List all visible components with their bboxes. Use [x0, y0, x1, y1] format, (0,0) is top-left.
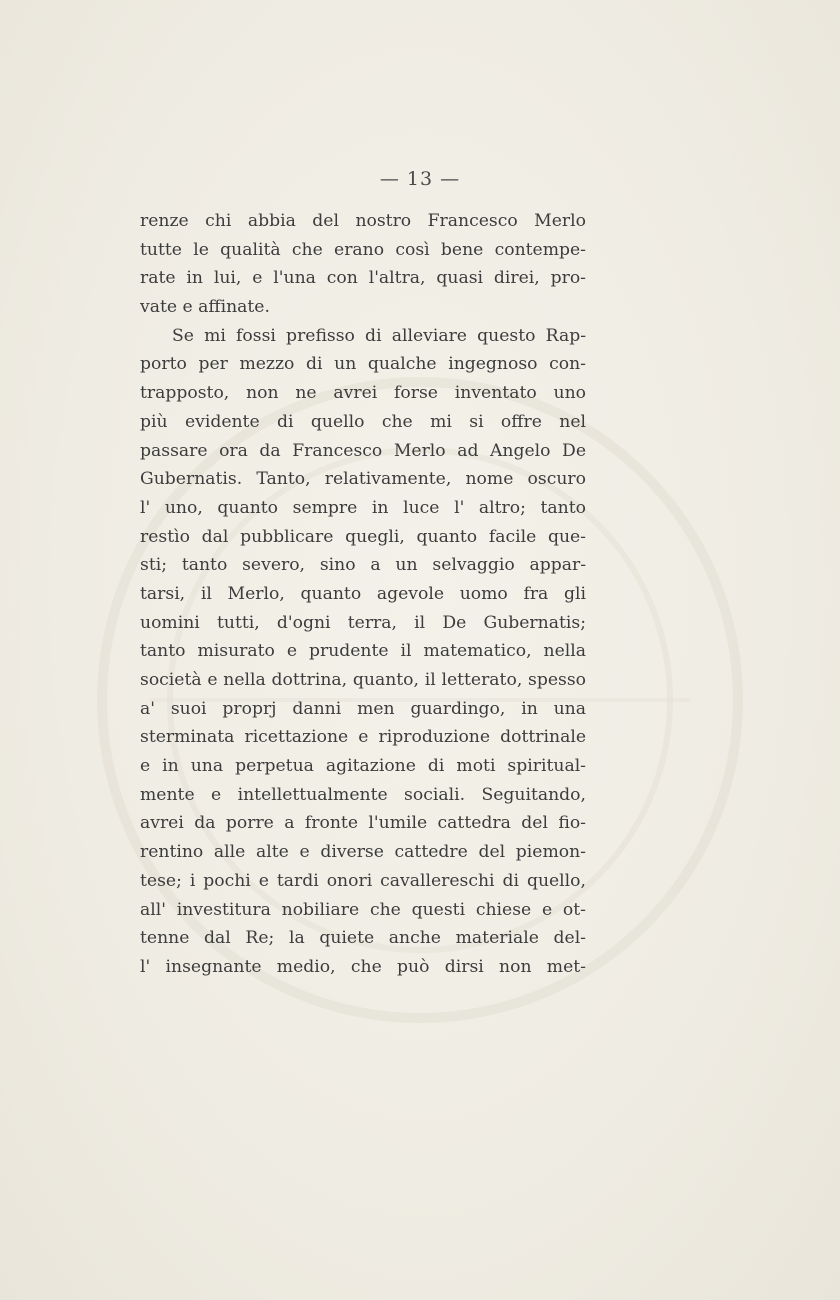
- text-line: avrei da porre a fronte l'umile cattedra del fio-: [140, 813, 586, 834]
- text-line: uomini tutti, d'ogni terra, il De Gubernatis;: [140, 612, 586, 633]
- body-text: [140, 207, 586, 982]
- text-line: passare ora da Francesco Merlo ad Angelo De: [140, 440, 586, 461]
- text-line: renze chi abbia del nostro Francesco Merlo: [140, 211, 586, 231]
- text-line: restìo dal pubblicare quegli, quanto facile que-: [140, 526, 586, 547]
- text-line: sti; tanto severo, sino a un selvaggio appar-: [140, 555, 586, 576]
- text-line: rate in lui, e l'una con l'altra, quasi direi, pro-: [140, 268, 586, 289]
- text-line: vate e affinate.: [140, 297, 270, 318]
- text-line: più evidente di quello che mi si offre nel: [140, 411, 586, 432]
- text-line: trapposto, non ne avrei forse inventato uno: [140, 383, 586, 404]
- page-number: — 13 —: [379, 168, 461, 190]
- text-line: tenne dal Re; la quiete anche materiale del-: [140, 928, 586, 949]
- text-line: tutte le qualità che erano così bene contempe-: [140, 239, 586, 260]
- text-line: Se mi fossi prefisso di alleviare questo Rap-: [172, 325, 586, 346]
- text-line: porto per mezzo di un qualche ingegnoso con-: [140, 354, 586, 375]
- text-line: a' suoi proprj danni men guardingo, in una: [140, 698, 586, 719]
- text-line: tarsi, il Merlo, quanto agevole uomo fra gli: [140, 583, 586, 604]
- text-line: all' investitura nobiliare che questi chiese e ot-: [140, 899, 586, 920]
- text-line: Gubernatis. Tanto, relativamente, nome oscuro: [140, 469, 586, 490]
- text-line: tese; i pochi e tardi onori cavallereschi di quello,: [140, 870, 586, 891]
- text-line: sterminata ricettazione e riproduzione dottrinale: [140, 727, 586, 748]
- text-line: l' insegnante medio, che può dirsi non met-: [140, 956, 586, 977]
- text-line: rentino alle alte e diverse cattedre del piemon-: [140, 842, 586, 863]
- text-line: e in una perpetua agitazione di moti spiritual-: [140, 756, 586, 777]
- text-line: società e nella dottrina, quanto, il letterato, spesso: [140, 670, 586, 690]
- text-line: tanto misurato e prudente il matematico, nella: [140, 641, 586, 662]
- text-line: l' uno, quanto sempre in luce l' altro; tanto: [140, 497, 586, 518]
- text-line: mente e intellettualmente sociali. Seguitando,: [140, 784, 586, 805]
